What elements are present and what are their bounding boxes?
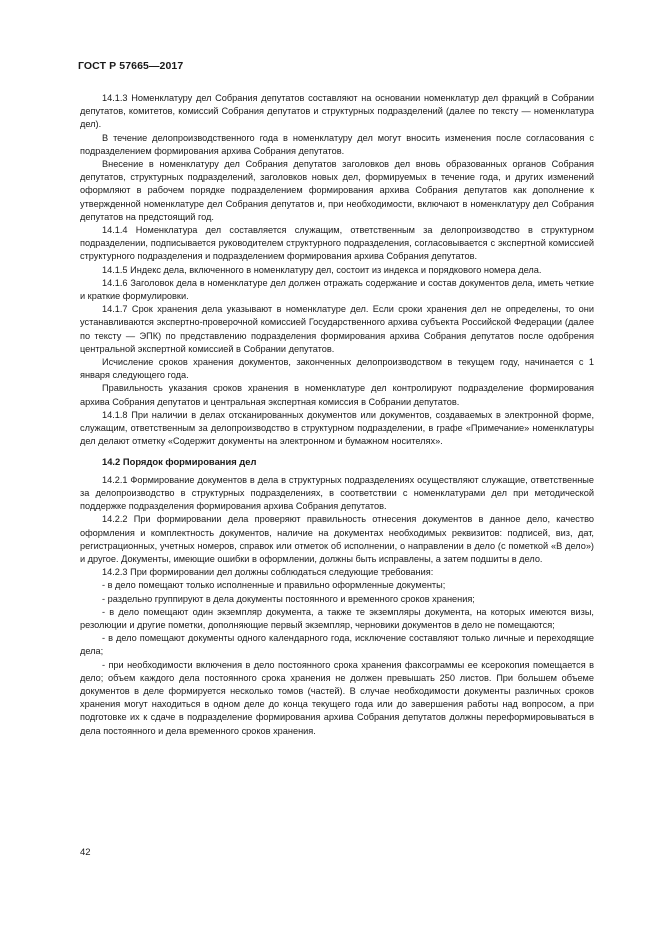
- paragraph-14-1-5: 14.1.5 Индекс дела, включенного в номенклатуру дел, состоит из индекса и порядкового номера дела.: [102, 264, 542, 275]
- paragraph-14-1-3: 14.1.3 Номенклатуру дел Собрания депутатов составляют на основании номенклатур дел фракций в Собрании депутатов, комитетов, комиссий Собрания депутатов и структурных подразделений (далее по тексту — номенклатура дел).: [80, 93, 594, 130]
- paragraph-14-1-4: 14.1.4 Номенклатура дел составляется служащим, ответственным за делопроизводство в структурном подразделении, подписывается руководителем структурного подразделения, согласовывается с экспертной комиссией структурного подразделения и подразделением формирования архива Собрания депутатов.: [80, 225, 594, 262]
- paragraph-14-1-7: 14.1.7 Срок хранения дела указывают в номенклатуре дел. Если сроки хранения дел не определены, то они устанавливаются экспертно-проверочной комиссией Государственного архива субъекта Российской Федерации (далее по тексту — ЭПК) по представлению подразделения формирования архива Собрания депутатов после одобрения центральной экспертной комиссией в Собрании депутатов.: [80, 304, 594, 354]
- paragraph-14-2-1: 14.2.1 Формирование документов в дела в структурных подразделениях осуществляют служащие, ответственные за делопроизводство в структурных подразделениях, в соответствии с номенклатурами дел при методической поддержке подразделения формирования архива Собрания депутатов.: [80, 474, 594, 512]
- paragraph: Исчисление сроков хранения документов, законченных делопроизводством в текущем году, начинается с 1 января следующего года.: [80, 357, 594, 381]
- document-code-header: ГОСТ Р 57665—2017: [78, 60, 184, 72]
- paragraph-14-2-2: 14.2.2 При формировании дела проверяют правильность отнесения документов в данное дело, качество оформления и комплектность документов, наличие на документах необходимых реквизитов: подписей, виз, дат, регистрационных, учетных номеров, справок или отметок об исполнении, о направлении в дело (с пометкой «В дело») и другое. Документы, имеющие ошибки в оформлении, должны быть исправлены, а затем подшиты в дело.: [80, 514, 594, 564]
- page-number: 42: [80, 847, 91, 858]
- list-item: - в дело помещают один экземпляр документа, а также те экземпляры документа, на которых имеются визы, резолюции и другие пометки, дополняющие первый экземпляр, черновики документов в дело не помещаются;: [80, 606, 594, 630]
- list-item: - раздельно группируют в дела документы постоянного и временного сроков хранения;: [102, 593, 475, 604]
- paragraph-14-2-3: 14.2.3 При формировании дел должны соблюдаться следующие требования:: [102, 567, 434, 578]
- paragraph-14-1-6: 14.1.6 Заголовок дела в номенклатуре дел должен отражать содержание и состав документов дела, иметь четкие и краткие формулировки.: [80, 277, 594, 302]
- paragraph: В течение делопроизводственного года в номенклатуру дел могут вносить изменения после согласования с подразделением формирования архива Собрания депутатов.: [80, 132, 594, 156]
- paragraph-14-1-8: 14.1.8 При наличии в делах отсканированных документов или документов, создаваемых в электронной форме, служащим, ответственным за делопроизводство в структурном подразделении, в графе «Примечание» номенклатуры дел делают отметку «Содержит документы на электронном и бумажном носителях».: [80, 409, 594, 447]
- paragraph: Правильность указания сроков хранения в номенклатуре дел контролируют подразделение формирования архива Собрания депутатов и центральная экспертная комиссия в Собрании депутатов.: [80, 383, 594, 407]
- list-item: - в дело помещают только исполненные и правильно оформленные документы;: [102, 580, 446, 591]
- paragraph: Внесение в номенклатуру дел Собрания депутатов заголовков дел вновь образованных органов Собрания депутатов, структурных подразделений, заголовков новых дел, формируемых в течение года, и других изменений оформляют в рабочем порядке подразделением формирования архива Собрания депутатов как дополнение к утвержденной номенклатуре дел Собрания депутатов и, при необходимости, включают в номенклатуру дел Собрания депутатов на предстоящий год.: [80, 159, 594, 222]
- document-body: [80, 92, 594, 738]
- list-item: - в дело помещают документы одного календарного года, исключение составляют только личные и переходящие дела;: [80, 633, 594, 657]
- section-heading-14-2: 14.2 Порядок формирования дел: [102, 456, 257, 468]
- list-item: - при необходимости включения в дело постоянного срока хранения факсограммы ее ксерокопия помещается в дело; объем каждого дела постоянного срока хранения не должен превышать 250 листов. При большем объеме документов в деле формируется несколько томов (частей). В случае необходимости документы различных сроков хранения могут находиться в одном деле до конца текущего года или до завершения работы над вопросом, а при подготовке их к сдаче в подразделение формирования архива Собрания депутатов должны переформировываться в дела постоянного и дела временного сроков хранения.: [80, 659, 594, 736]
